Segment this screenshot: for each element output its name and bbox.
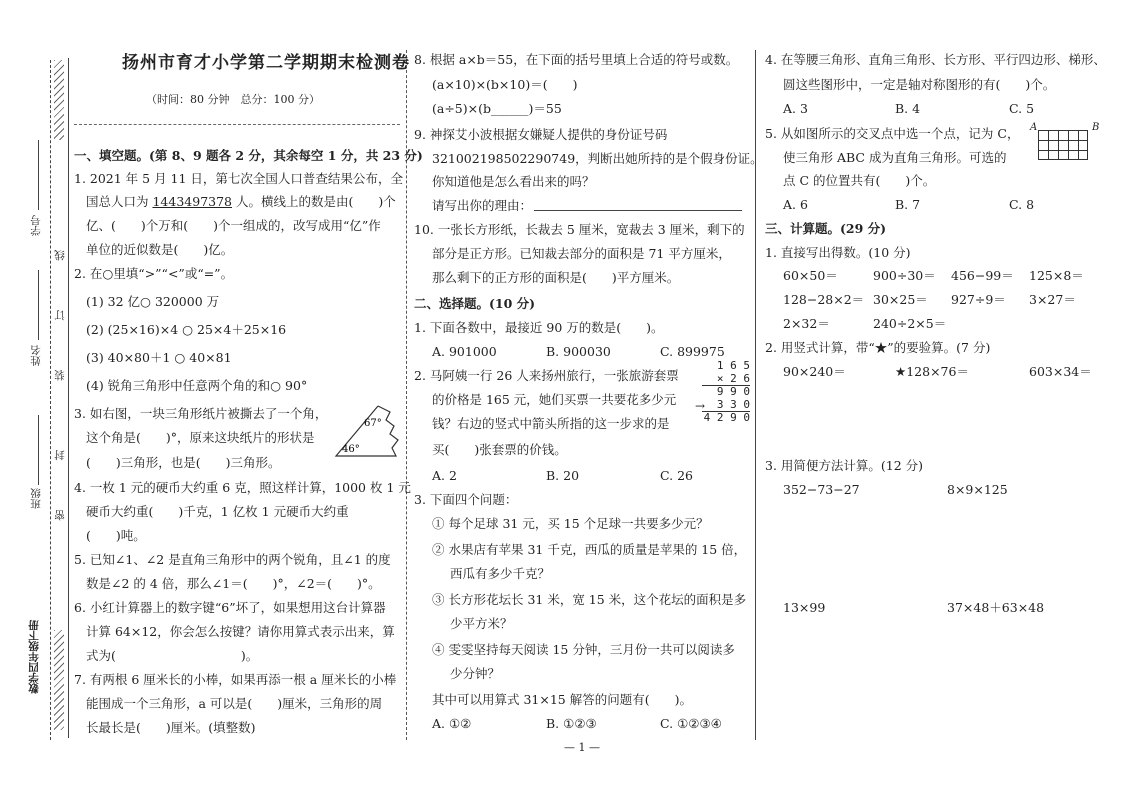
c3-item-c1: ③ 长方形花坛长 31 米，宽 15 米，这个花坛的面积是多 — [432, 592, 747, 607]
calc-row: 3 3 0 — [702, 399, 750, 413]
s1-heading: 1. 直接写出得数。(10 分) — [765, 245, 911, 260]
s1-item: 456−99＝ — [951, 268, 1014, 283]
q9-line2: 321002198502290749，判断出她所持的是个假身份证。 — [432, 151, 763, 166]
q6-line3: 式为( )。 — [86, 648, 259, 663]
seal-line-outer — [50, 60, 51, 740]
c5-line2: 使三角形 ABC 成为直角三角形。可选的 — [783, 150, 1007, 165]
vertical-multiplication — [702, 360, 750, 425]
c4-option-b[interactable]: B. 4 — [895, 101, 921, 116]
c3-item-c2: 少平方米？ — [450, 616, 513, 631]
s2-item: 90×240＝ — [783, 364, 846, 379]
c1-option-b[interactable]: B. 900030 — [546, 344, 611, 359]
angle-46-label: 46° — [342, 444, 360, 455]
q2-line1: 2. 在○里填“>”“<”或“=”。 — [74, 266, 234, 281]
c3-item-d2: 少分钟？ — [450, 666, 501, 681]
q7-line3: 长最长是( )厘米。(填整数) — [86, 720, 256, 735]
q4-line1: 4. 一枚 1 元的硬币大约重 6 克，照这样计算，1000 枚 1 元 — [74, 480, 411, 495]
calc-row: 1 6 5 — [716, 359, 750, 372]
s2-heading: 2. 用竖式计算，带“★”的要验算。(7 分) — [765, 340, 991, 355]
q1-line2-post: 人。横线上的数是由( )个 — [232, 194, 396, 209]
q1-line2-pre: 国总人口为 — [86, 194, 153, 209]
s3-item: 37×48＋63×48 — [947, 600, 1045, 615]
margin-xuehao-line — [38, 140, 39, 210]
q4-line2: 硬币大约重( )千克，1 亿枚 1 元硬币大约重 — [86, 504, 349, 519]
q10-line2: 部分是正方形。已知裁去部分的面积是 71 平方厘米， — [432, 246, 731, 261]
c3-item-b1: ② 水果店有苹果 31 千克，西瓜的质量是苹果的 15 倍， — [432, 542, 747, 557]
exam-title: 扬州市育才小学第二学期期末检测卷 — [122, 53, 410, 73]
margin-xuehao-label: 学号 — [30, 215, 42, 236]
c3-line1: 3. 下面四个问题： — [414, 492, 518, 507]
q10-line3: 那么剩下的正方形的面积是( )平方厘米。 — [432, 270, 680, 285]
c3-option-a[interactable]: A. ①② — [432, 716, 472, 731]
s1-item: 900÷30＝ — [873, 268, 936, 283]
seal-char: 封 — [54, 450, 66, 461]
c2-line1: 2. 马阿姨一行 26 人来扬州旅行，一张旅游套票 — [414, 368, 679, 383]
c4-line1: 4. 在等腰三角形、直角三角形、长方形、平行四边形、梯形、 — [765, 52, 1106, 67]
margin-xingming-line — [38, 270, 39, 340]
q1-line2 — [86, 194, 396, 210]
section3-heading: 三、计算题。(29 分) — [765, 221, 887, 236]
c3-item-b2: 西瓜有多少千克？ — [450, 566, 551, 581]
column-3 — [765, 0, 1125, 800]
seal-line-inner — [68, 58, 69, 738]
c4-option-c[interactable]: C. 5 — [1009, 101, 1035, 116]
calc-row: 9 9 0 — [716, 385, 750, 398]
q1-line1: 1. 2021 年 5 月 11 日，第七次全国人口普查结果公布，全 — [74, 171, 403, 186]
margin-banji-label: 班级 — [30, 488, 42, 509]
s3-heading: 3. 用简便方法计算。(12 分) — [765, 458, 924, 473]
hatch-top — [54, 60, 64, 140]
c3-item-d1: ④ 雯雯坚持每天阅读 15 分钟，三月份一共可以阅读多 — [432, 642, 735, 657]
c5-option-c[interactable]: C. 8 — [1009, 197, 1035, 212]
q2-item-b: (2) (25×16)×4 ○ 25×4＋25×16 — [86, 322, 287, 337]
q5-line2: 数是∠2 的 4 倍，那么∠1＝( )°，∠2＝( )°。 — [86, 576, 381, 591]
s1-item: 3×27＝ — [1029, 292, 1076, 307]
column-2 — [414, 0, 763, 800]
c2-line3: 钱？右边的竖式中箭头所指的这一步求的是 — [432, 416, 670, 431]
c5-line1: 5. 从如图所示的交叉点中选一个点，记为 C， — [765, 126, 1020, 141]
q2-item-d: (4) 锐角三角形中任意两个角的和○ 90° — [86, 378, 308, 393]
margin-banji-line — [38, 415, 39, 485]
page-number: — 1 — — [564, 741, 600, 754]
grid-label-a: A — [1030, 122, 1038, 133]
seal-char: 密 — [54, 510, 66, 521]
c1-option-c[interactable]: C. 899975 — [660, 344, 725, 359]
c2-line2: 的价格是 165 元，她们买票一共要花多少元 — [432, 392, 677, 407]
s3-item: 8×9×125 — [947, 482, 1008, 497]
q8-line3: (a÷5)×(b______)＝55 — [432, 101, 562, 116]
c4-line2: 圆这些图形中，一定是轴对称图形的有( )个。 — [783, 77, 1056, 92]
c3-question: 其中可以用算式 31×15 解答的问题有( )。 — [432, 692, 692, 707]
q6-line2: 计算 64×12，你会怎么按键？请你用算式表示出来，算 — [86, 624, 395, 639]
s3-item: 352−73−27 — [783, 482, 860, 497]
q7-line1: 7. 有两根 6 厘米长的小棒，如果再添一根 a 厘米长的小棒 — [74, 672, 397, 687]
q9-line3: 你知道他是怎么看出来的吗？ — [432, 174, 595, 189]
s1-item: 240÷2×5＝ — [873, 316, 947, 331]
c1-option-a[interactable]: A. 901000 — [432, 344, 497, 359]
q1-population-number: 1443497378 — [152, 194, 233, 209]
grid-figure — [1030, 122, 1100, 170]
q3-line1: 3. 如右图，一块三角形纸片被撕去了一个角， — [74, 406, 328, 421]
seal-char: 线 — [54, 250, 66, 261]
q9-answer-line[interactable] — [534, 210, 742, 211]
c4-option-a[interactable]: A. 3 — [783, 101, 808, 116]
q10-line1: 10. 一张长方形纸，长裁去 5 厘米，宽裁去 3 厘米，剩下的 — [414, 222, 745, 237]
s1-item: 60×50＝ — [783, 268, 838, 283]
c3-item-a: ① 每个足球 31 元，买 15 个足球一共要多少元？ — [432, 516, 709, 531]
q1-line4: 单位的近似数是( )亿。 — [86, 242, 234, 257]
q8-line2: (a×10)×(b×10)＝( ) — [432, 77, 578, 92]
c5-line3: 点 C 的位置共有( )个。 — [783, 173, 936, 188]
s3-item: 13×99 — [783, 600, 826, 615]
s1-item: 128−28×2＝ — [783, 292, 865, 307]
s2-item-starred: ★128×76＝ — [895, 364, 969, 379]
c2-option-a[interactable]: A. 2 — [432, 468, 457, 483]
c3-option-c[interactable]: C. ①②③④ — [660, 716, 722, 731]
seal-char: 装 — [54, 370, 66, 381]
margin-xingming-label: 姓名 — [30, 345, 42, 366]
s1-item: 927÷9＝ — [951, 292, 1006, 307]
q9-line1: 9. 神探艾小波根据女嫌疑人提供的身份证号码 — [414, 127, 668, 142]
angle-67-label: 67° — [364, 418, 382, 429]
calc-row: 4 2 9 0 — [703, 411, 750, 424]
torn-triangle-figure — [334, 404, 404, 460]
q7-line2: 能围成一个三角形，a 可以是( )厘米，三角形的周 — [86, 696, 383, 711]
c2-option-b[interactable]: B. 20 — [546, 468, 580, 483]
s2-item: 603×34＝ — [1029, 364, 1092, 379]
q4-line3: ( )吨。 — [86, 528, 146, 543]
binding-margin — [0, 0, 70, 800]
c2-line4: 买( )张套票的价钱。 — [432, 442, 567, 457]
c2-option-c[interactable]: C. 26 — [660, 468, 693, 483]
s1-item: 30×25＝ — [873, 292, 928, 307]
margin-book-label: 数学四年级下册 — [28, 620, 40, 694]
q1-line3: 亿、( )个万和( )个一组成的，改写成用“亿”作 — [86, 218, 381, 233]
calc-row: × 2 6 — [702, 373, 750, 387]
q5-line1: 5. 已知∠1、∠2 是直角三角形中的两个锐角，且∠1 的度 — [74, 552, 391, 567]
calc-arrow-icon: → — [695, 399, 706, 413]
q3-line2: 这个角是( )°，原来这块纸片的形状是 — [86, 430, 315, 445]
title-separator — [74, 124, 400, 125]
q6-line1: 6. 小红计算器上的数字键“6”坏了，如果想用这台计算器 — [74, 600, 386, 615]
grid-label-b: B — [1092, 122, 1100, 133]
section1-heading: 一、填空题。(第 8、9 题各 2 分，其余每空 1 分，共 23 分) — [74, 148, 423, 163]
seal-char: 订 — [54, 310, 66, 321]
section2-heading: 二、选择题。(10 分) — [414, 296, 536, 311]
column-1 — [74, 0, 423, 800]
q3-line3: ( )三角形，也是( )三角形。 — [86, 455, 281, 470]
q9-line4: 请写出你的理由： — [432, 198, 533, 213]
c5-option-a[interactable]: A. 6 — [783, 197, 808, 212]
q2-item-c: (3) 40×80＋1 ○ 40×81 — [86, 350, 232, 365]
c3-option-b[interactable]: B. ①②③ — [546, 716, 597, 731]
s1-item: 2×32＝ — [783, 316, 830, 331]
c1-question: 1. 下面各数中，最接近 90 万的数是( )。 — [414, 320, 664, 335]
c5-option-b[interactable]: B. 7 — [895, 197, 921, 212]
s1-item: 125×8＝ — [1029, 268, 1084, 283]
grid-lines — [1038, 130, 1088, 160]
q8-line1: 8. 根据 a×b＝55，在下面的括号里填上合适的符号或数。 — [414, 52, 739, 67]
q2-item-a: (1) 32 亿○ 320000 万 — [86, 294, 220, 309]
exam-subtitle: （时间：80 分钟 总分：100 分） — [146, 93, 320, 106]
hatch-bottom — [54, 630, 64, 730]
